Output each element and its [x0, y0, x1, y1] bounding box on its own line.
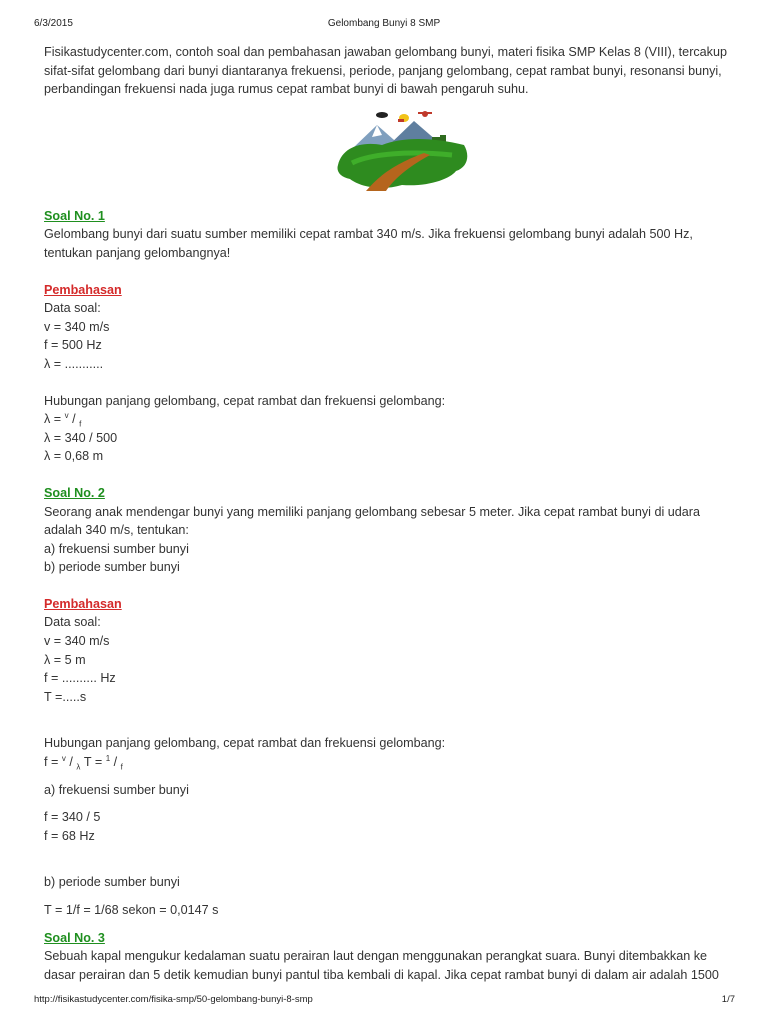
formula-slash: /: [68, 412, 80, 427]
formula-t-denominator: f: [120, 762, 123, 772]
formula-lhs: λ =: [44, 412, 65, 427]
soal-2-section: [44, 484, 768, 920]
soal-1-title: Soal No. 1: [44, 208, 105, 223]
formula-f-numerator: v: [61, 753, 66, 763]
question-line: b) periode sumber bunyi: [44, 560, 180, 575]
source-url: http://fisikastudycenter.com/fisika-smp/50-gelombang-bunyi-8-smp: [34, 994, 313, 1005]
intro-paragraph: [44, 43, 768, 99]
part-a-title: a) frekuensi sumber bunyi: [44, 782, 189, 797]
page-footer: [0, 994, 768, 1008]
data-line: v = 340 m/s: [44, 634, 110, 649]
data-line: λ = 5 m: [44, 652, 86, 667]
landscape-illustration-icon: [332, 107, 472, 195]
soal-1-section: [44, 207, 768, 466]
print-date: 6/3/2015: [34, 18, 73, 29]
pembahasan-1-title: Pembahasan: [44, 282, 122, 297]
step-line: T = 1/f = 1/68 sekon = 0,0147 s: [44, 903, 219, 917]
question-line: adalah 340 m/s, tentukan:: [44, 523, 189, 538]
pembahasan-2-title: Pembahasan: [44, 596, 122, 611]
soal-3-title: Soal No. 3: [44, 930, 105, 945]
data-line: Data soal:: [44, 301, 101, 316]
page-header: [0, 18, 768, 32]
illustration: [44, 107, 768, 195]
step-line: f = 68 Hz: [44, 828, 95, 843]
data-line: λ = ...........: [44, 356, 104, 371]
soal-3-section: [44, 929, 768, 985]
formula-numerator: v: [64, 410, 69, 420]
soal-2-title: Soal No. 2: [44, 485, 105, 500]
formula-line: [44, 753, 768, 772]
data-line: f = 500 Hz: [44, 338, 102, 353]
question-line: a) frekuensi sumber bunyi: [44, 541, 189, 556]
question-line: Seorang anak mendengar bunyi yang memiliki panjang gelombang sebesar 5 meter. Jika cepat rambat bunyi di udara: [44, 504, 700, 519]
step-line: f = 340 / 5: [44, 810, 101, 825]
step-line: λ = 0,68 m: [44, 449, 104, 464]
formula-f-denominator: λ: [76, 762, 81, 772]
data-line: f = .......... Hz: [44, 671, 116, 686]
relation-line: Hubungan panjang gelombang, cepat rambat dan frekuensi gelombang:: [44, 736, 446, 751]
document-body: [44, 43, 768, 988]
question-line: Gelombang bunyi dari suatu sumber memiliki cepat rambat 340 m/s. Jika frekuensi gelombang bunyi adalah 500 Hz,: [44, 227, 693, 242]
relation-line: Hubungan panjang gelombang, cepat rambat dan frekuensi gelombang:: [44, 393, 446, 408]
part-b-title: b) periode sumber bunyi: [44, 875, 180, 890]
data-line: v = 340 m/s: [44, 319, 110, 334]
data-line: T =.....s: [44, 689, 87, 704]
question-line: Sebuah kapal mengukur kedalaman suatu perairan laut dengan menggunakan perangkat suara. Bunyi ditembakkan ke: [44, 949, 708, 964]
intro-line: Fisikastudycenter.com, contoh soal dan pembahasan jawaban gelombang bunyi, materi fisika SMP Kelas 8 (VIII), tercakup: [44, 45, 727, 59]
intro-line: perbandingan frekuensi nada juga rumus cepat rambat bunyi di bawah pengaruh suhu.: [44, 82, 529, 97]
formula-f-lhs: f =: [44, 755, 62, 770]
data-line: Data soal:: [44, 615, 101, 630]
page-number: 1/7: [721, 994, 735, 1005]
intro-line: sifat-sifat gelombang dari bunyi diantaranya frekuensi, periode, panjang gelombang, cepat rambat bunyi, resonansi bunyi,: [44, 63, 722, 78]
formula-t-slash: /: [110, 755, 121, 770]
formula-t-lhs: T =: [80, 755, 106, 770]
step-line: λ = 340 / 500: [44, 430, 118, 445]
formula-t-numerator: 1: [105, 753, 111, 763]
formula-f-slash: /: [65, 755, 77, 770]
page-title: Gelombang Bunyi 8 SMP: [327, 18, 441, 29]
question-line: dasar perairan dan 5 detik kemudian bunyi pantul tiba kembali di kapal. Jika cepat rambat bunyi di dalam air adalah 1500: [44, 967, 719, 982]
question-line: tentukan panjang gelombangnya!: [44, 245, 231, 260]
formula-denominator: f: [79, 419, 82, 429]
formula-line: [44, 410, 768, 429]
